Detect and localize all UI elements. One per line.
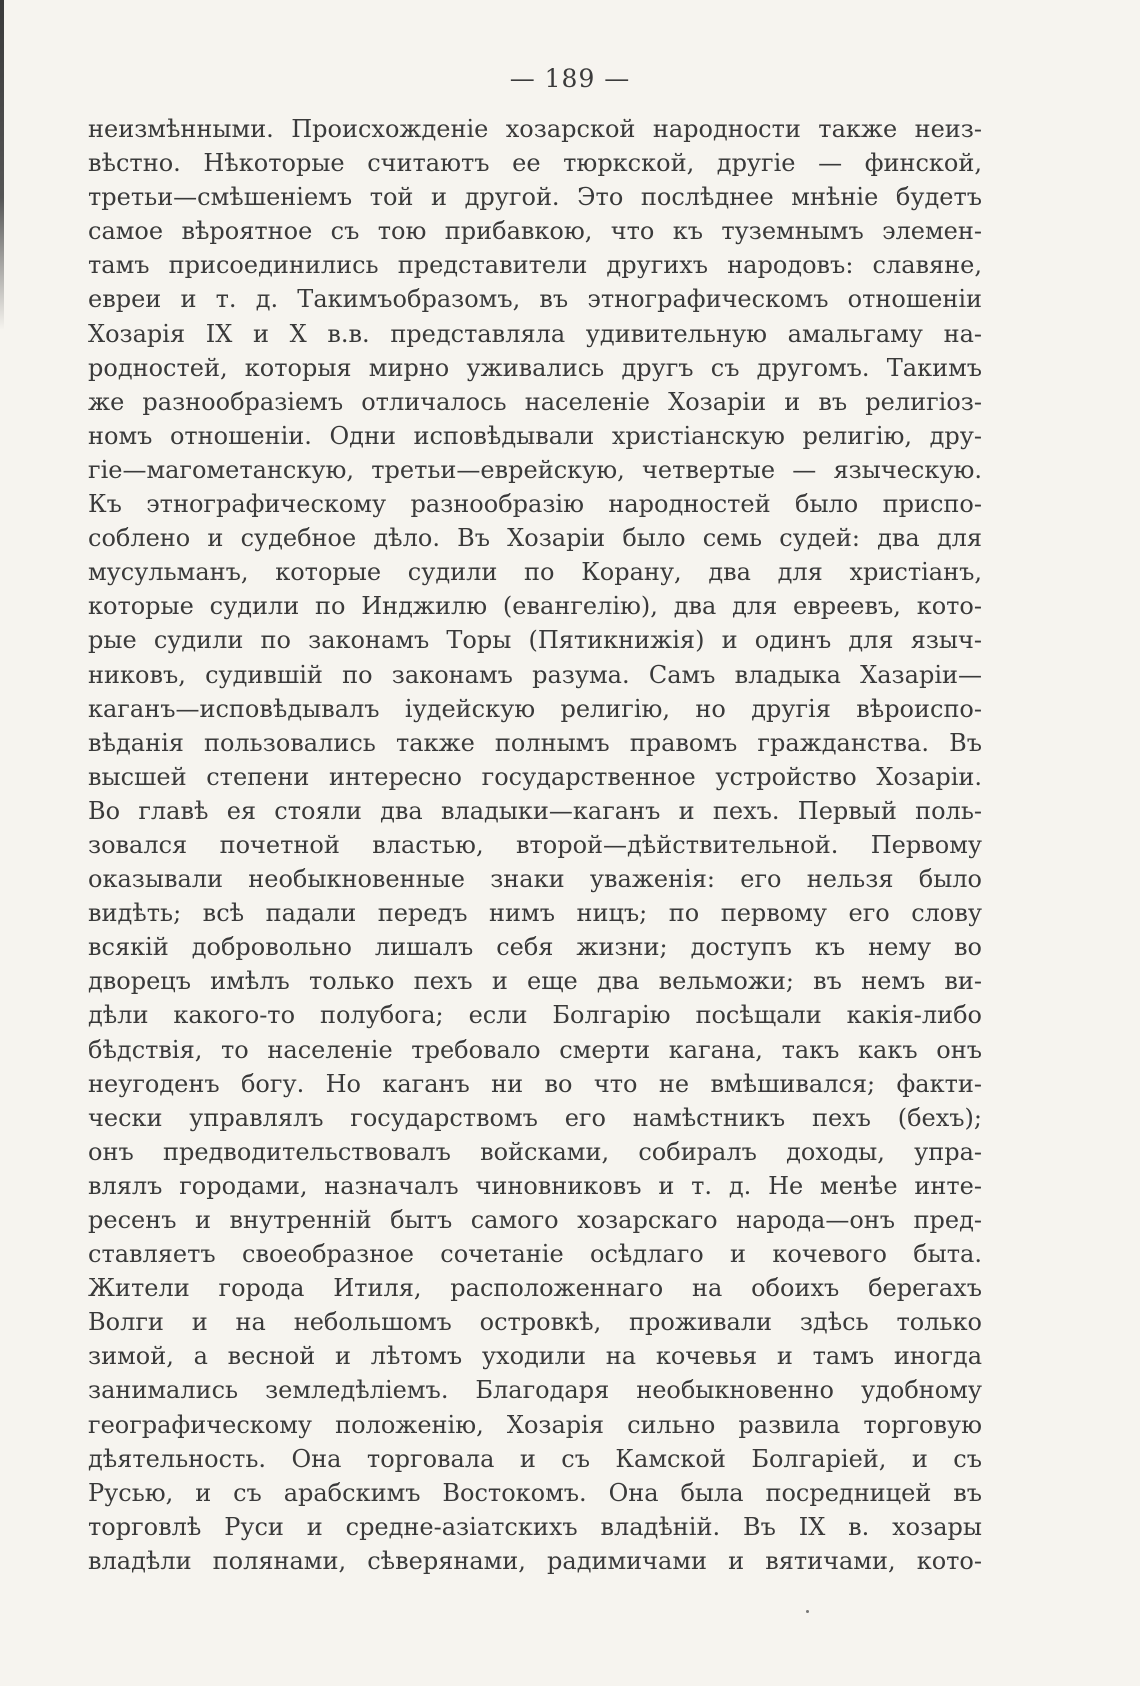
text-line: ставляетъ своеобразное сочетаніе осѣдлаго и кочевого быта. xyxy=(88,1240,982,1269)
text-line: самое вѣроятное съ тою прибавкою, что къ туземнымъ элемен- xyxy=(88,217,982,246)
text-line: оказывали необыкновенные знаки уваженія: его нельзя было xyxy=(88,865,982,894)
body-text xyxy=(88,112,982,1578)
text-line: номъ отношеніи. Одни исповѣдывали христіанскую религію, дру- xyxy=(88,421,982,450)
text-line: родностей, которыя мирно уживались другъ съ другомъ. Такимъ xyxy=(88,353,982,382)
text-line: чески управлялъ государствомъ его намѣстникъ пехъ (бехъ); xyxy=(88,1103,982,1132)
text-line: онъ предводительствовалъ войсками, собиралъ доходы, упра- xyxy=(88,1137,982,1166)
text-line: дѣли какого-то полубога; если Болгарію посѣщали какія-либо xyxy=(88,1001,982,1030)
text-line: евреи и т. д. Такимъобразомъ, въ этнографическомъ отношеніи xyxy=(88,285,982,314)
text-line: Хозарія IX и X в.в. представляла удивительную амальгаму на- xyxy=(88,319,982,348)
text-line: вѣданія пользовались также полнымъ правомъ гражданства. Въ xyxy=(88,728,982,757)
text-line: зовался почетной властью, второй—дѣйствительной. Первому xyxy=(88,830,982,859)
text-line: владѣли полянами, сѣверянами, радимичами и вятичами, кото- xyxy=(88,1546,982,1575)
text-line: дѣятельность. Она торговала и съ Камской Болгаріей, и съ xyxy=(88,1444,982,1473)
text-line: каганъ—исповѣдывалъ іудейскую религію, но другія вѣроиспо- xyxy=(88,694,982,723)
text-line: рые судили по законамъ Торы (Пятикнижія) и одинъ для языч- xyxy=(88,626,982,655)
text-line: занимались земледѣліемъ. Благодаря необыкновенно удобному xyxy=(88,1376,982,1405)
text-line: неизмѣнными. Происхожденіе хозарской народности также неиз- xyxy=(88,115,982,143)
text-line: соблено и судебное дѣло. Въ Хозаріи было семь судей: два для xyxy=(88,524,982,553)
text-line: географическому положенію, Хозарія сильно развила торговую xyxy=(88,1410,982,1439)
text-line: же разнообразіемъ отличалось населеніе Хозаріи и въ религіоз- xyxy=(88,387,982,416)
text-line: никовъ, судившій по законамъ разума. Самъ владыка Хазаріи— xyxy=(88,660,982,689)
text-line: ресенъ и внутренній бытъ самого хозарскаго народа—онъ пред- xyxy=(88,1206,982,1234)
text-line: Во главѣ ея стояли два владыки—каганъ и пехъ. Первый поль- xyxy=(88,796,982,825)
text-line: Къ этнографическому разнообразію народностей было приспо- xyxy=(88,490,982,519)
text-line: Жители города Итиля, расположеннаго на обоихъ берегахъ xyxy=(88,1274,982,1303)
page-edge-shadow xyxy=(0,0,4,330)
text-line: всякій добровольно лишалъ себя жизни; доступъ къ нему во xyxy=(88,933,982,962)
text-line: бѣдствія, то населеніе требовало смерти кагана, такъ какъ онъ xyxy=(88,1035,982,1064)
text-line: вѣстно. Нѣкоторые считаютъ ее тюркской, другіе — финской, xyxy=(88,149,982,178)
text-line: которые судили по Инджилю (евангелію), два для евреевъ, кото- xyxy=(88,592,982,621)
text-line: неугоденъ богу. Но каганъ ни во что не вмѣшивался; факти- xyxy=(88,1069,982,1098)
text-line: Русью, и съ арабскимъ Востокомъ. Она была посредницей въ xyxy=(88,1478,982,1507)
page-number: — 189 — xyxy=(509,64,631,93)
text-line: зимой, а весной и лѣтомъ уходили на кочевья и тамъ иногда xyxy=(88,1342,982,1371)
text-line: третьи—смѣшеніемъ той и другой. Это послѣднее мнѣніе будетъ xyxy=(88,183,982,212)
text-line: торговлѣ Руси и средне-азіатскихъ владѣній. Въ IX в. хозары xyxy=(88,1512,982,1541)
text-line: влялъ городами, назначалъ чиновниковъ и т. д. Не менѣе инте- xyxy=(88,1171,982,1200)
paper-speck xyxy=(806,1610,809,1613)
text-line: дворецъ имѣлъ только пехъ и еще два вельможи; въ немъ ви- xyxy=(88,967,982,996)
text-line: тамъ присоединились представители другихъ народовъ: славяне, xyxy=(88,251,982,280)
text-line: мусульманъ, которые судили по Корану, два для христіанъ, xyxy=(88,558,982,587)
text-line: гіе—магометанскую, третьи—еврейскую, четвертые — языческую. xyxy=(88,455,982,484)
text-line: высшей степени интересно государственное устройство Хозаріи. xyxy=(88,762,982,791)
text-line: Волги и на небольшомъ островкѣ, проживали здѣсь только xyxy=(88,1308,982,1337)
text-line: видѣть; всѣ падали передъ нимъ ницъ; по первому его слову xyxy=(88,899,982,928)
